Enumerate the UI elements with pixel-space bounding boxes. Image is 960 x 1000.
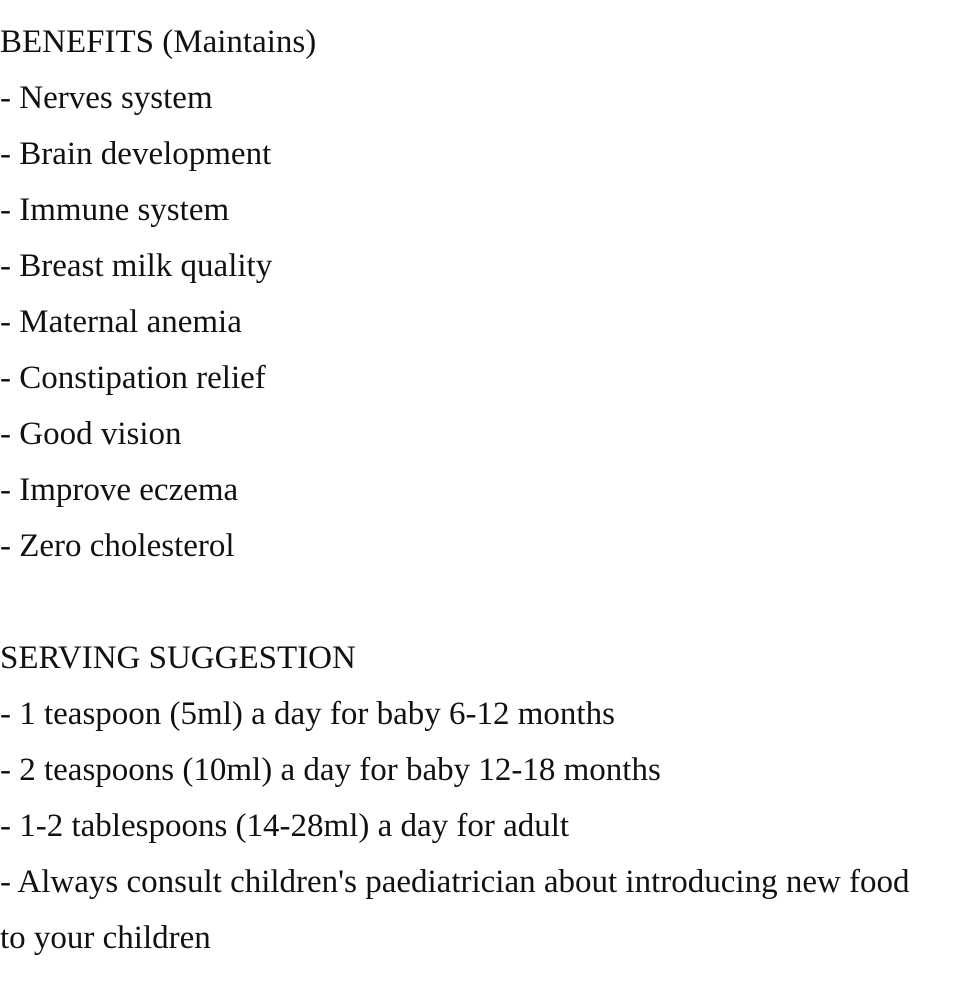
serving-heading: SERVING SUGGESTION xyxy=(0,640,356,676)
benefit-item: - Breast milk quality xyxy=(0,248,273,284)
benefit-item: - Brain development xyxy=(0,136,272,172)
benefit-item: - Good vision xyxy=(0,416,182,452)
benefit-item: - Maternal anemia xyxy=(0,304,242,340)
document-body xyxy=(0,14,940,966)
benefits-section xyxy=(0,14,940,574)
serving-item: - Always consult children's paediatrician about introducing new food to your children xyxy=(0,864,910,956)
benefits-heading: BENEFITS (Maintains) xyxy=(0,24,317,60)
serving-section xyxy=(0,630,940,966)
benefit-item: - Improve eczema xyxy=(0,472,239,508)
benefit-item: - Zero cholesterol xyxy=(0,528,235,564)
serving-item: - 1 teaspoon (5ml) a day for baby 6-12 months xyxy=(0,696,615,732)
benefit-item: - Nerves system xyxy=(0,80,213,116)
benefit-item: - Immune system xyxy=(0,192,230,228)
serving-item: - 1-2 tablespoons (14-28ml) a day for adult xyxy=(0,808,570,844)
serving-item: - 2 teaspoons (10ml) a day for baby 12-18 months xyxy=(0,752,661,788)
section-spacer xyxy=(0,574,940,630)
benefit-item: - Constipation relief xyxy=(0,360,266,396)
